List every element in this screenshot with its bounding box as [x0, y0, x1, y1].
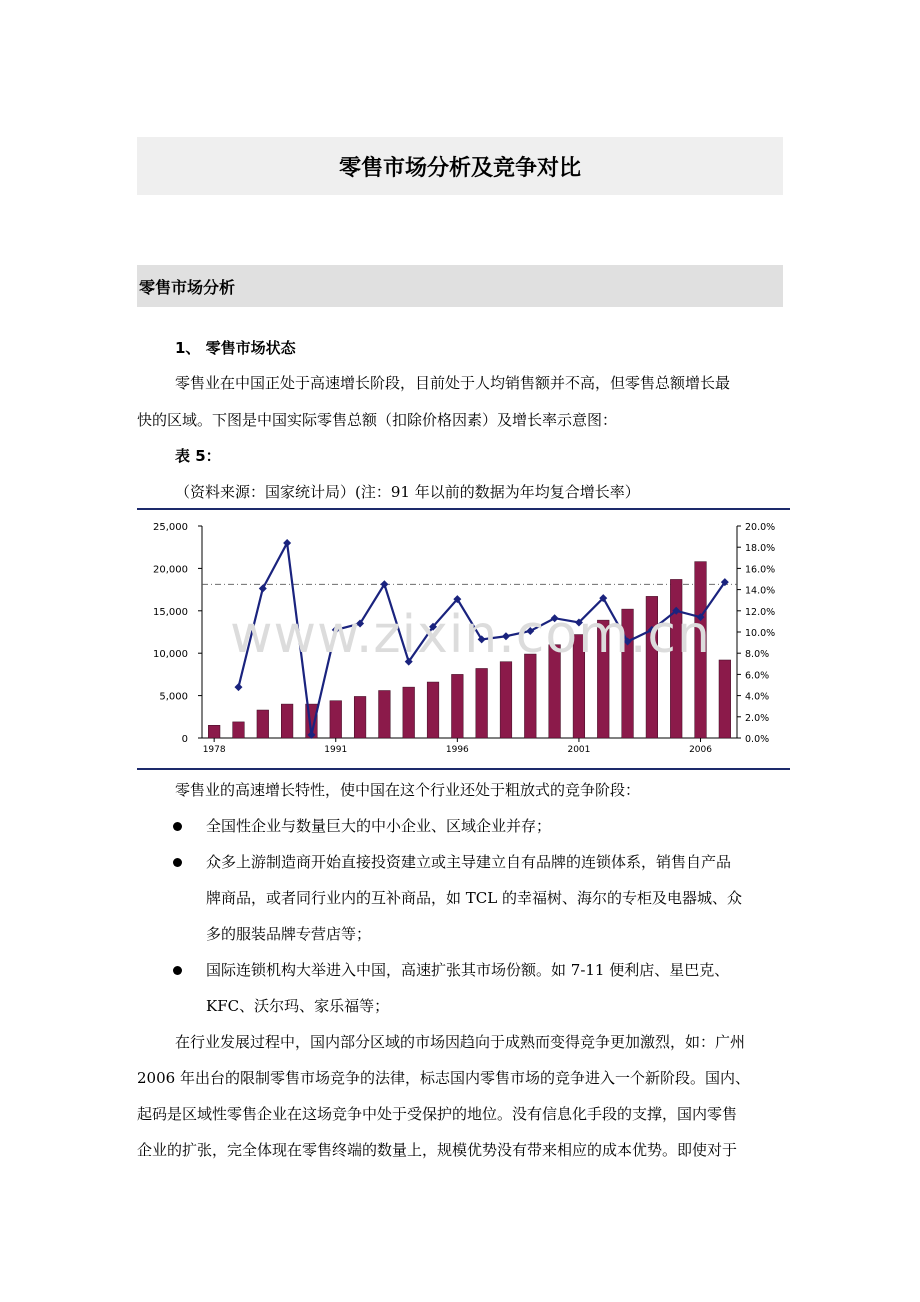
table-label: 表 5： — [175, 447, 221, 465]
intro-line-2: 快的区域。下图是中国实际零售总额（扣除价格因素）及增长率示意图： — [137, 411, 618, 429]
section-heading: 零售市场分析 — [139, 277, 236, 297]
right-tick-label: 18.0% — [745, 543, 776, 555]
bar — [281, 704, 293, 738]
x-tick-label: 1978 — [202, 745, 226, 755]
subheading: 1、 零售市场状态 — [175, 339, 296, 357]
bar — [403, 687, 415, 738]
bullet-2-line-3: 多的服装品牌专营店等； — [206, 925, 372, 943]
intro-line-1: 零售业在中国正处于高速增长阶段，目前处于人均销售额并不高，但零售总额增长最 — [175, 374, 731, 392]
bullet-3-line-2: KFC、沃尔玛、家乐福等； — [206, 997, 390, 1015]
right-tick-label: 2.0% — [745, 712, 770, 724]
bullet-1: 全国性企业与数量巨大的中小企业、区域企业并存； — [206, 817, 552, 835]
bar — [427, 682, 439, 738]
bar — [354, 696, 366, 738]
bullet-dot — [173, 822, 182, 831]
para-line-3: 起码是区域性零售企业在这场竞争中处于受保护的地位。没有信息化手段的支撑，国内零售 — [137, 1105, 738, 1123]
left-tick-label: 10,000 — [153, 649, 188, 661]
right-tick-label: 10.0% — [745, 628, 776, 639]
bar — [257, 710, 269, 738]
left-tick-label: 0 — [181, 734, 188, 745]
left-tick-label: 15,000 — [153, 606, 188, 618]
para-line-1: 在行业发展过程中，国内部分区域的市场因趋向于成熟而变得竞争更加激烈，如：广州 — [175, 1033, 746, 1051]
right-tick-label: 8.0% — [745, 649, 770, 661]
left-tick-label: 20,000 — [153, 564, 188, 576]
bar — [476, 668, 488, 738]
bar — [330, 701, 342, 738]
right-tick-label: 16.0% — [745, 564, 776, 576]
right-tick-label: 0.0% — [745, 734, 770, 745]
growth-point — [234, 683, 242, 691]
bar — [524, 654, 536, 738]
right-tick-label: 14.0% — [745, 585, 776, 597]
para-line-4: 企业的扩张，完全体现在零售终端的数量上，规模优势没有带来相应的成本优势。即使对于 — [137, 1141, 738, 1159]
x-tick-label: 2006 — [689, 745, 712, 755]
section-heading-box — [137, 265, 783, 307]
bar — [233, 722, 245, 738]
x-tick-label: 1996 — [445, 745, 469, 755]
right-tick-label: 20.0% — [745, 522, 776, 533]
left-tick-label: 5,000 — [159, 691, 188, 703]
growth-point — [283, 539, 291, 547]
source-note: （资料来源：国家统计局）(注：91 年以前的数据为年均复合增长率） — [175, 483, 640, 501]
x-tick-label: 1991 — [324, 745, 348, 755]
right-tick-label: 4.0% — [745, 691, 770, 703]
x-tick-label: 2001 — [567, 745, 591, 755]
para-line-2: 2006 年出台的限制零售市场竞争的法律，标志国内零售市场的竞争进入一个新阶段。国内、 — [137, 1069, 750, 1087]
bullet-2-line-1: 众多上游制造商开始直接投资建立或主导建立自有品牌的连锁体系，销售自产品 — [206, 853, 732, 871]
chart-bottom-rule — [137, 768, 790, 770]
document-title-box — [137, 137, 783, 195]
bullet-dot — [173, 858, 182, 867]
bullet-dot — [173, 966, 182, 975]
bar — [500, 662, 512, 738]
bullet-3-line-1: 国际连锁机构大举进入中国，高速扩张其市场份额。如 7-11 便利店、星巴克、 — [206, 961, 730, 979]
bullet-2-line-2: 牌商品，或者同行业内的互补商品，如 TCL 的幸福树、海尔的专柜及电器城、众 — [206, 889, 742, 907]
left-tick-label: 25,000 — [153, 522, 188, 533]
growth-point — [259, 585, 267, 593]
watermark: www.zixin.com.cn — [230, 605, 711, 665]
document-title: 零售市场分析及竞争对比 — [338, 155, 581, 181]
after-chart-text: 零售业的高速增长特性，使中国在这个行业还处于粗放式的竞争阶段： — [175, 781, 641, 799]
right-tick-label: 12.0% — [745, 606, 776, 618]
right-tick-label: 6.0% — [745, 670, 770, 682]
bar — [452, 674, 464, 738]
bar — [719, 660, 731, 738]
bar — [208, 725, 220, 738]
bar — [379, 691, 391, 738]
